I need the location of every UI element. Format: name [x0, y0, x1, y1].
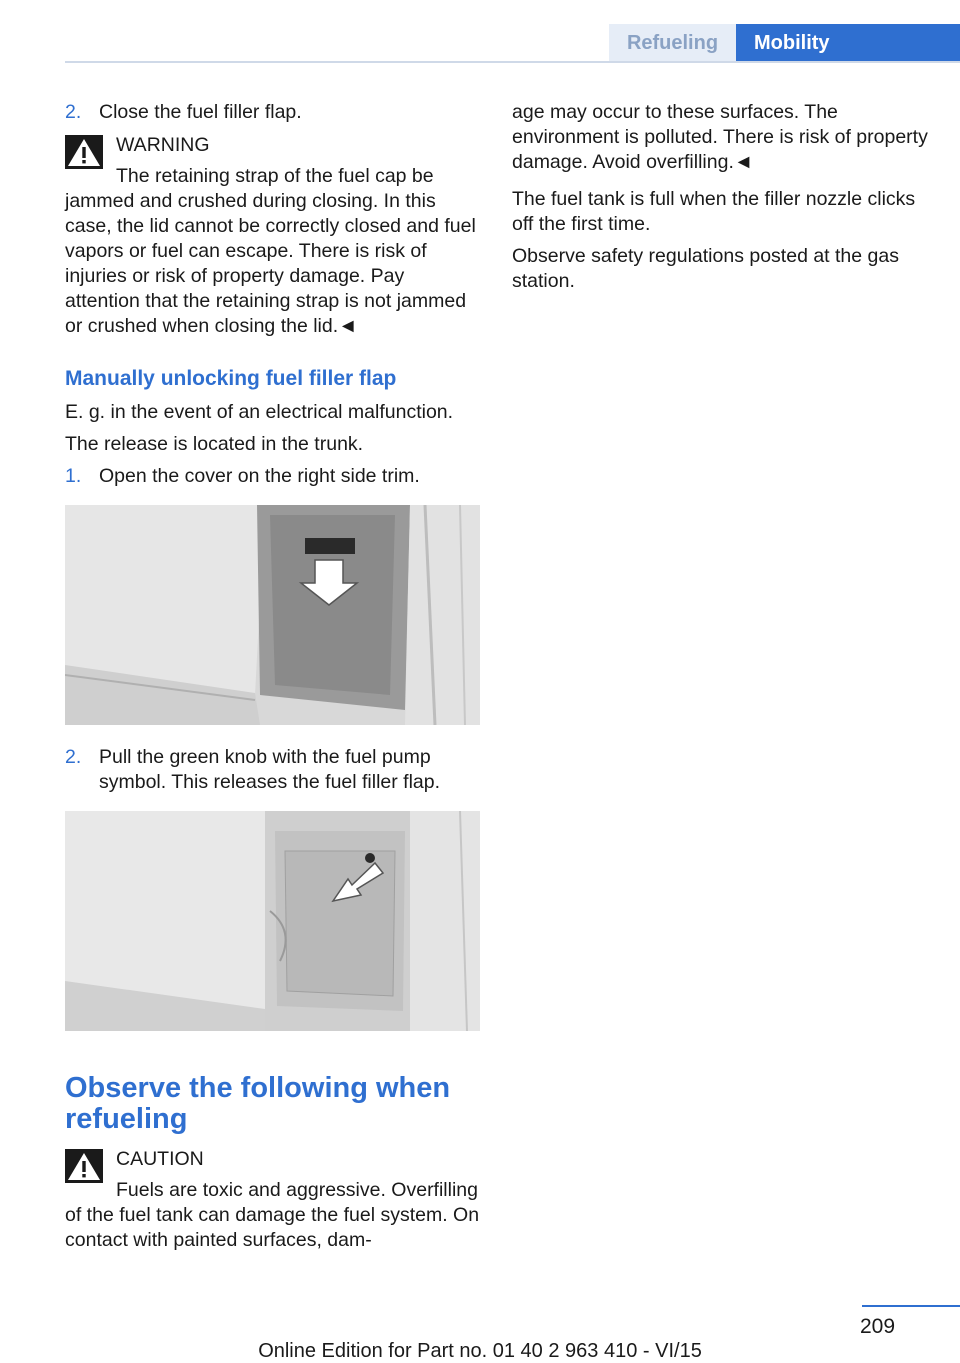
header-tabs [609, 24, 960, 62]
step-number: 2. [65, 101, 82, 123]
step-number: 1. [65, 465, 82, 487]
warning-notice [65, 133, 480, 339]
warning-triangle-icon [65, 1149, 103, 1183]
tab-refueling[interactable]: Refueling [609, 24, 736, 62]
safety-regulations-paragraph: Observe safety regulations posted at the gas station. [512, 245, 899, 292]
caution-title: CAUTION [116, 1148, 204, 1170]
edition-footer: Online Edition for Part no. 01 40 2 963 410 - VI/15 [258, 1340, 702, 1362]
release-knob-illustration [65, 811, 480, 1031]
step-text: Pull the green knob with the fuel pump symbol. This releases the fuel filler flap. [99, 746, 441, 793]
trunk-cover-illustration [65, 505, 480, 725]
step-text: Open the cover on the right side trim. [99, 465, 420, 487]
caution-body: Fuels are toxic and aggressive. Overfilling of the fuel tank can damage the fuel system. On contact with painted surfaces, dam- [65, 1179, 480, 1251]
manual-unlock-paragraph-2: The release is located in the trunk. [65, 433, 364, 455]
manual-unlock-paragraph-1: E. g. in the event of an electrical malfunction. [65, 401, 454, 423]
step-open-cover [65, 464, 480, 489]
tank-full-paragraph: The fuel tank is full when the filler nozzle clicks off the first time. [512, 188, 916, 235]
page-number-rule [862, 1305, 960, 1307]
right-column [512, 100, 932, 301]
header-divider [65, 61, 960, 63]
caution-notice [65, 1147, 480, 1253]
tab-mobility[interactable]: Mobility [736, 24, 960, 62]
step-text: Close the fuel filler flap. [99, 101, 302, 123]
warning-triangle-icon [65, 135, 103, 169]
caution-continuation: age may occur to these surfaces. The environment is polluted. There is risk of property damage. Avoid overfilling.◄ [512, 101, 928, 173]
manual-unlock-heading: Manually unlocking fuel filler flap [65, 367, 397, 390]
observe-refueling-heading: Observe the following when refueling [65, 1072, 451, 1135]
step-pull-knob [65, 745, 480, 795]
warning-title: WARNING [116, 134, 210, 156]
step-number: 2. [65, 746, 82, 768]
step-close-flap [65, 100, 480, 125]
page-number: 209 [860, 1315, 896, 1338]
warning-body: The retaining strap of the fuel cap be jammed and crushed during closing. In this case, the lid cannot be correctly closed and fuel vapors or fuel can escape. There is risk of injuries or risk of property damage. Pay attention that the retaining strap is not jammed or crushed when closing the lid.◄ [65, 165, 476, 337]
left-column [65, 100, 480, 1260]
